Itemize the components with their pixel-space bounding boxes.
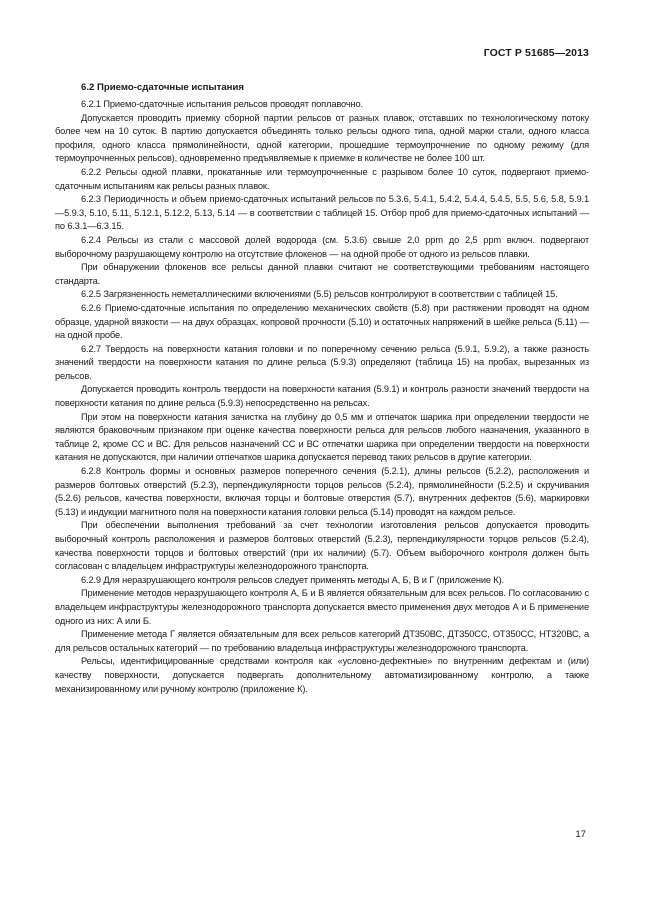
paragraph: 6.2.6 Приемо-сдаточные испытания по определению механических свойств (5.8) при растяжении проводят на одном образце, ударной вязкости — на двух образцах, копровой прочности (5.10) и остаточных напряжений в шейке рельса (5.11) — на одной пробе. bbox=[55, 302, 589, 341]
paragraph: Допускается проводить приемку сборной партии рельсов от разных плавок, отставших по технологическому потоку более чем на 10 суток. В партию допускается объединять только рельсы одного типа, одной марки стали, одного класса профиля, одного класса прямолинейности, одной категории, прошедшие термоупрочнение по одному режиму (для термоупрочненных рельсов), одновременно предъявляемые к приемке в количестве не более 100 шт. bbox=[55, 112, 589, 164]
page-number: 17 bbox=[575, 829, 586, 840]
paragraph: 6.2.9 Для неразрушающего контроля рельсов следует применять методы А, Б, В и Г (приложение К). bbox=[81, 574, 504, 585]
paragraph: 6.2.4 Рельсы из стали с массовой долей водорода (см. 5.3.6) свыше 2,0 ppm до 2,5 ppm включ. подвергают выборочному разрушающему контролю на отсутствие флокенов — на одной пробе от одного из рельсов плавки. bbox=[55, 234, 589, 259]
paragraph: 6.2.5 Загрязненность неметаллическими включениями (5.5) рельсов контролируют в соответствии с таблицей 15. bbox=[81, 289, 558, 300]
paragraph: При этом на поверхности катания зачистка на глубину до 0,5 мм и отпечаток шарика при определении твердости не являются браковочным признаком при оценке качества поверхности рельса для рельсов любого назначения, указанного в таблице 2, кроме СС и ВС. Для рельсов назначений СС и ВС отпечатки шарика при определении твердости на поверхности катания не допускаются, при наличии отпечатков шарика допускается перевод таких рельсов в другие категории. bbox=[55, 411, 589, 463]
paragraph: 6.2.2 Рельсы одной плавки, прокатанные или термоупрочненные с разрывом более 10 суток, подвергают приемо-сдаточным испытаниям как рельсы разных плавок. bbox=[55, 166, 589, 191]
document-code: ГОСТ Р 51685—2013 bbox=[483, 47, 589, 59]
paragraph: Применение методов неразрушающего контроля А, Б и В является обязательным для всех рельсов. По согласованию с владельцем инфраструктуры железнодорожного транспорта допускается вместо применения двух методов А и Б применение одного из них: А или Б. bbox=[55, 588, 589, 626]
section-title: 6.2 Приемо-сдаточные испытания bbox=[81, 82, 244, 93]
paragraph: Применение метода Г является обязательным для всех рельсов категорий ДТ350ВС, ДТ350СС, ОТ350СС, НТ320ВС, а для рельсов остальных категорий — по требованию владельца инфраструктуры железнодорожного транспорта. bbox=[55, 629, 589, 653]
paragraph: 6.2.3 Периодичность и объем приемо-сдаточных испытаний рельсов по 5.3.6, 5.4.1, 5.4.2, 5.4.4, 5.4.5, 5.5, 5.6, 5.8, 5.9.1—5.9.3, 5.10, 5.11, 5.12.1, 5.12.2, 5.13, 5.14 — в соответствии с таблицей 15. Отбор проб для приемо-сдаточных испытаний — по 6.3.1—6.3.15. bbox=[55, 194, 589, 232]
paragraph: При обеспечении выполнения требований за счет технологии изготовления рельсов допускается проводить выборочный контроль расположения и размеров болтовых отверстий (5.2.3), перпендикулярности торцов рельсов (5.2.4), качества поверхности торцов и болтовых отверстий (при их наличии) (5.7). Объем выборочного контроля должен быть согласован с владельцем инфраструктуры железнодорожного транспорта. bbox=[55, 520, 589, 572]
paragraph: Рельсы, идентифицированные средствами контроля как «условно-дефектные» по внутренним дефектам и (или) качеству поверхности, допускается подвергать дополнительному автоматизированному контролю, а также механизированному или ручному контролю (приложение К). bbox=[55, 656, 589, 694]
paragraph: Допускается проводить контроль твердости на поверхности катания (5.9.1) и контроль разности значений твердости на поверхности катания по длине рельса (5.9.3) непосредственно на рельсах. bbox=[55, 384, 589, 409]
paragraph: 6.2.8 Контроль формы и основных размеров поперечного сечения (5.2.1), длины рельсов (5.2.2), расположения и размеров болтовых отверстий (5.2.3), перпендикулярности торцов рельсов (5.2.4), прямолинейности (5.2.5) и скручивания (5.2.6) рельсов, качества поверхности, включая торцы и болтовые отверстия (5.7), внутренних дефектов (5.6), маркировки (5.13) и индукции магнитного поля на поверхности катания головки рельса (5.14) проводят на каждом рельсе. bbox=[55, 466, 589, 517]
paragraph: При обнаружении флокенов все рельсы данной плавки считают не соответствующими требованиям настоящего стандарта. bbox=[55, 262, 589, 286]
paragraph: 6.2.1 Приемо-сдаточные испытания рельсов проводят поплавочно. bbox=[81, 99, 363, 109]
paragraph: 6.2.7 Твердость на поверхности катания головки и по поперечному сечению рельса (5.9.1, 5.9.2), а также разность значений твердости на поверхности катания по длине рельса (5.9.3) определяют (таблица 15) на пробах, вырезанных из рельсов. bbox=[55, 343, 589, 381]
document-body bbox=[55, 79, 589, 696]
